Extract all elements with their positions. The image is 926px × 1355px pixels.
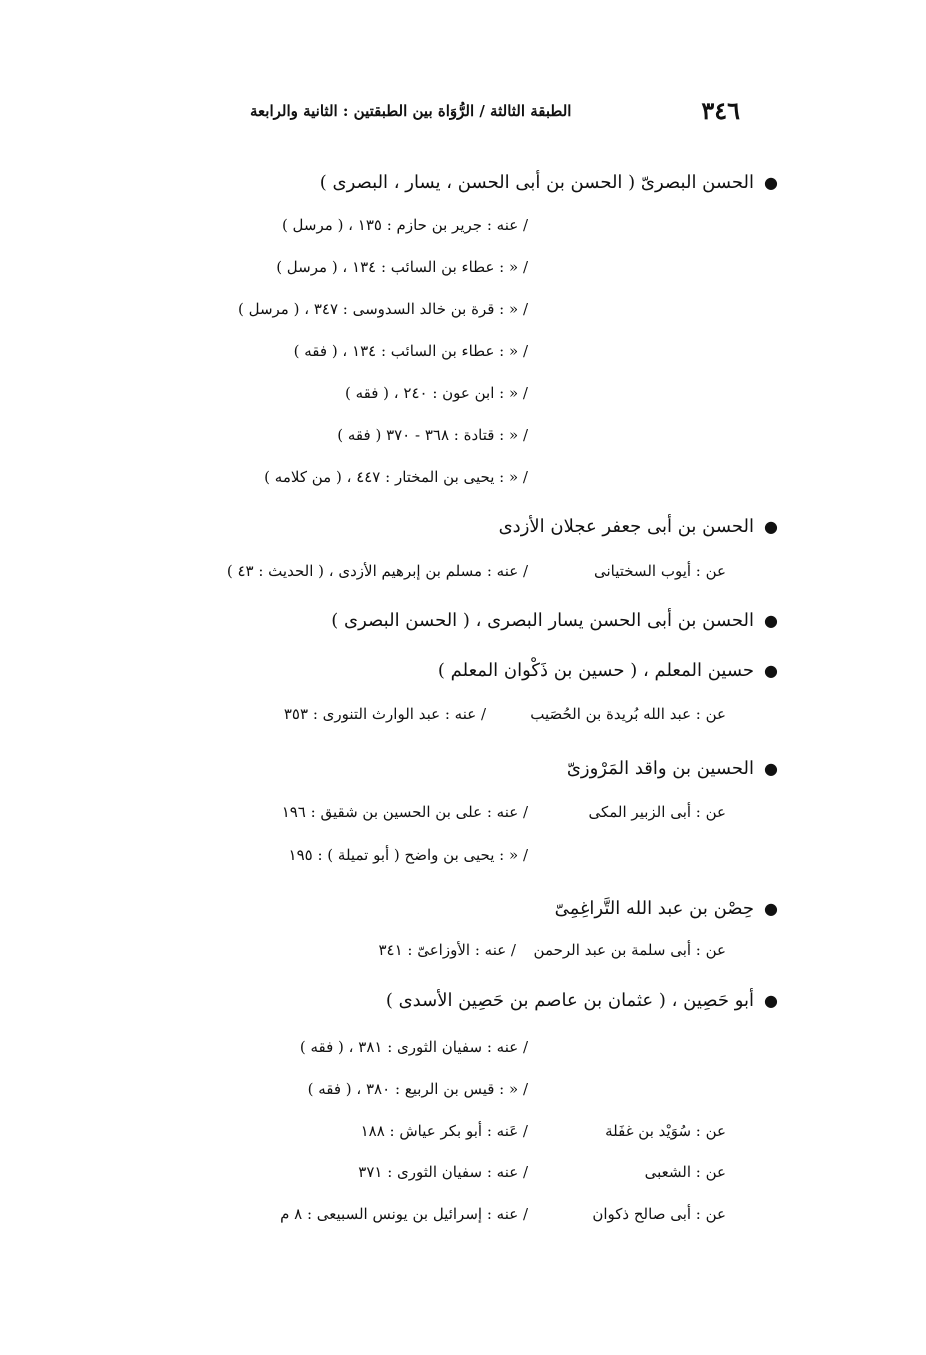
entry-title: ●الحسين بن واقد المَرْوزىّ — [566, 758, 778, 779]
entry-title: ●الحسن بن أبى جعفر عجلان الأزدى — [498, 516, 778, 537]
narrator-from-line: / عنه : عبد الوارث التنورى : ٣٥٣ — [283, 705, 486, 723]
narrator-from-line: / عنه : جرير بن حازم : ١٣٥ ، ( مرسل ) — [281, 216, 528, 234]
entry-title: ●حسين المعلم ، ( حسين بن ذَكْوان المعلم ) — [437, 660, 778, 681]
bullet-icon: ● — [764, 517, 778, 536]
page-header — [250, 96, 740, 132]
narrator-to-line: عن : أبى صالح ذكوان — [592, 1205, 726, 1223]
bullet-icon: ● — [764, 611, 778, 630]
narrator-to-line: عن : سُوَيْد بن غفَلة — [605, 1122, 726, 1140]
narrator-from-line: / « : ابن عون : ٢٤٠ ، ( فقه ) — [344, 384, 528, 402]
bullet-icon: ● — [764, 759, 778, 778]
narrator-from-line: / « : يحيى بن المختار : ٤٤٧ ، ( من كلامه ) — [264, 468, 528, 486]
narrator-from-line: / « : قتادة : ٣٦٨ - ٣٧٠ ( فقه ) — [337, 426, 528, 444]
narrator-from-line: / عنه : سفيان الثورى : ٣٨١ ، ( فقه ) — [299, 1038, 528, 1056]
narrator-from-line: / « : قيس بن الربيع : ٣٨٠ ، ( فقه ) — [307, 1080, 528, 1098]
narrator-to-line: عن : أبى سلمة بن عبد الرحمن — [533, 941, 726, 959]
entry-title: ●الحسن بن أبى الحسن يسار البصرى ، ( الحسن البصرى ) — [331, 610, 778, 631]
narrator-to-line: عن : أبى الزبير المكى — [588, 803, 726, 821]
narrator-from-line: / « : قرة بن خالد السدوسى : ٣٤٧ ، ( مرسل ) — [237, 300, 528, 318]
narrator-to-line: عن : الشعبى — [644, 1163, 726, 1181]
bullet-icon: ● — [764, 173, 778, 192]
page-number: ٣٤٦ — [701, 96, 740, 125]
narrator-from-line: / « : عطاء بن السائب : ١٣٤ ، ( فقه ) — [293, 342, 528, 360]
narrator-from-line: / عنه : مسلم بن إبرهيم الأزدى ، ( الحديث : ٤٣ ) — [226, 562, 528, 580]
narrator-from-line: / عنه : الأوزاعىّ : ٣٤١ — [378, 941, 516, 959]
narrator-from-line: / عنه : على بن الحسين بن شقيق : ١٩٦ — [281, 803, 528, 821]
narrator-from-line: / « : عطاء بن السائب : ١٣٤ ، ( مرسل ) — [276, 258, 528, 276]
narrator-from-line: / عنه : سفيان الثورى : ٣٧١ — [358, 1163, 528, 1181]
entry-title: ●الحسن البصرىّ ( الحسن بن أبى الحسن ، يسار ، البصرى ) — [319, 172, 778, 193]
entry-title: ●أبو حَصِين ، ( عثمان بن عاصم بن حَصِين الأسدى ) — [385, 990, 778, 1011]
bullet-icon: ● — [764, 899, 778, 918]
narrator-to-line: عن : عبد الله بُريدة بن الحُصَيب — [530, 705, 726, 723]
narrator-from-line: / عنه : إسرائيل بن يونس السبيعى : ٨ م — [280, 1205, 528, 1223]
bullet-icon: ● — [764, 991, 778, 1010]
narrator-from-line: / « : يحيى بن واضح ( أبو تميلة ) : ١٩٥ — [288, 846, 528, 864]
bullet-icon: ● — [764, 661, 778, 680]
running-title: الطبقة الثالثة / الرُّوَاة بين الطبقتين : الثانية والرابعة — [250, 102, 572, 120]
entry-title: ●حِصْن بن عبد الله التَّراغِمِىّ — [554, 898, 778, 919]
narrator-to-line: عن : أيوب السختيانى — [593, 562, 726, 580]
narrator-from-line: / عَنه : أبو بكر عياش : ١٨٨ — [360, 1122, 528, 1140]
